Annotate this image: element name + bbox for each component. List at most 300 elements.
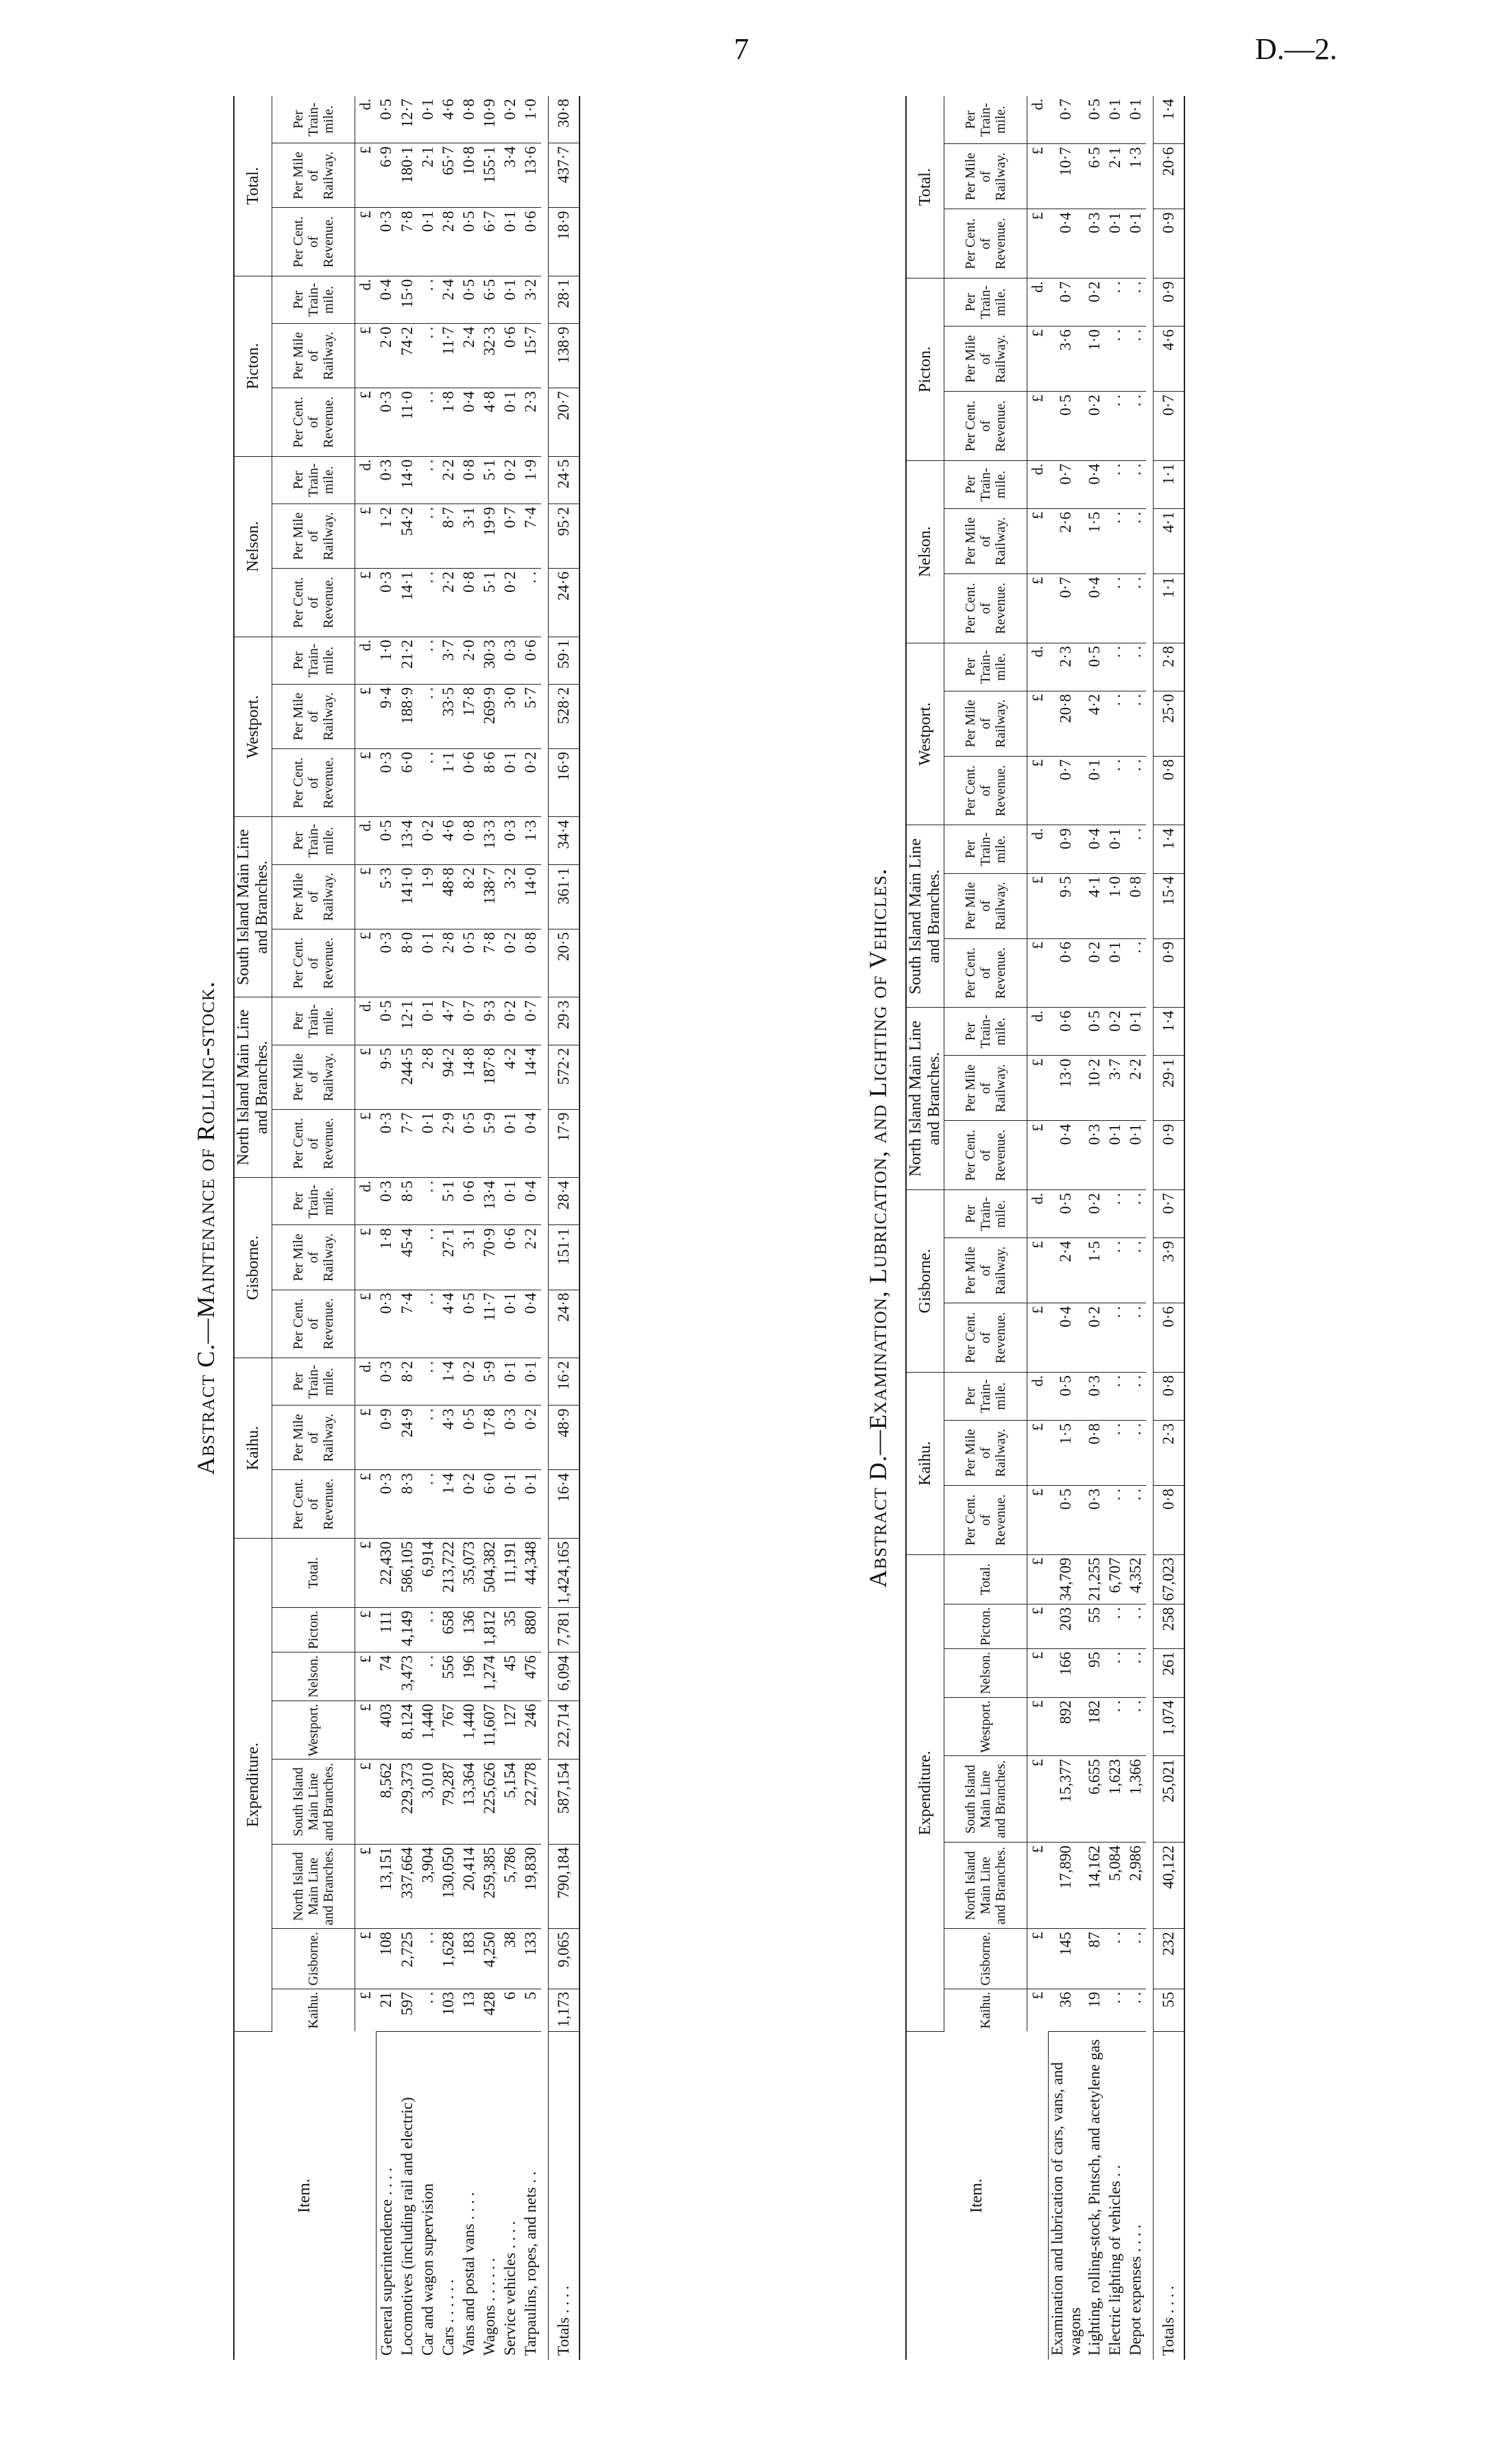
value-cell: 45 bbox=[500, 1652, 521, 1701]
section-header: Picton. bbox=[906, 279, 944, 461]
value-cell: 2·0 bbox=[376, 324, 397, 388]
unit-cell: d. bbox=[1027, 279, 1049, 327]
ratio-column-header: Per Mile of Railway. bbox=[272, 684, 355, 748]
value-cell: 2·1 bbox=[1105, 144, 1125, 209]
value-cell: 0·5 bbox=[1048, 1190, 1084, 1238]
table-row bbox=[418, 96, 438, 2360]
value-cell: 8·7 bbox=[438, 504, 459, 569]
expenditure-column-header: Nelson. bbox=[272, 1652, 355, 1701]
value-cell: 3·4 bbox=[500, 143, 521, 208]
value-cell: 0·6 bbox=[1048, 938, 1084, 1008]
value-cell: 133 bbox=[521, 1929, 541, 1989]
row-item: Tarpaulins, ropes, and nets . . bbox=[521, 2171, 539, 2356]
total-cell: 572·2 bbox=[548, 1045, 580, 1109]
value-cell: 0·6 bbox=[500, 1225, 521, 1290]
value-cell: 0·2 bbox=[1105, 1008, 1125, 1056]
section-header: Nelson. bbox=[906, 460, 944, 643]
unit-cell: £ bbox=[1027, 1056, 1049, 1121]
value-cell: 13 bbox=[459, 1989, 479, 2031]
value-cell: 3·1 bbox=[459, 504, 479, 569]
value-cell: 0·1 bbox=[1084, 756, 1105, 825]
document-reference: D.—2. bbox=[1255, 32, 1337, 66]
value-cell: 5,084 bbox=[1105, 1843, 1125, 1929]
total-cell: 1·4 bbox=[1153, 825, 1184, 873]
value-cell: 15·7 bbox=[521, 324, 541, 388]
value-cell: 0·4 bbox=[1048, 1303, 1084, 1373]
total-cell: 24·8 bbox=[548, 1290, 580, 1358]
row-item: Service vehicles . . . . bbox=[501, 2220, 518, 2356]
ratio-column-header: Per Train-mile. bbox=[272, 1178, 355, 1225]
total-section-header: Total. bbox=[234, 96, 272, 276]
row-item: Wagons . . . . . . bbox=[480, 2258, 498, 2356]
value-cell: 0·1 bbox=[500, 749, 521, 817]
unit-cell: £ bbox=[355, 1109, 377, 1177]
table-row bbox=[521, 96, 541, 2360]
section-header: Kaihu. bbox=[234, 1358, 272, 1539]
value-cell: . . bbox=[1125, 691, 1146, 756]
value-cell: 0·3 bbox=[1084, 209, 1105, 279]
unit-cell: £ bbox=[1027, 1554, 1049, 1604]
value-cell: 0·2 bbox=[500, 96, 521, 143]
table-row bbox=[397, 96, 418, 2360]
total-cell: 261 bbox=[1153, 1649, 1184, 1698]
expenditure-column-header: Total. bbox=[272, 1538, 355, 1607]
row-item: Examination and lubrication of cars, vans, and wagons bbox=[1048, 2062, 1084, 2356]
value-cell: 504,382 bbox=[479, 1538, 500, 1607]
row-item: Vans and postal vans . . . . bbox=[460, 2192, 477, 2356]
value-cell: 0·1 bbox=[418, 997, 438, 1045]
expenditure-column-header: Westport. bbox=[272, 1701, 355, 1760]
value-cell: . . bbox=[1125, 1486, 1146, 1555]
value-cell: 0·1 bbox=[500, 1470, 521, 1538]
value-cell: 0·8 bbox=[459, 817, 479, 864]
value-cell: . . bbox=[418, 1470, 438, 1538]
value-cell: 54·2 bbox=[397, 504, 418, 569]
value-cell: . . bbox=[1105, 1238, 1125, 1303]
value-cell: 103 bbox=[438, 1989, 459, 2031]
expenditure-header: Expenditure. bbox=[906, 1554, 944, 2031]
value-cell: 5·1 bbox=[479, 569, 500, 637]
value-cell: 597 bbox=[397, 1989, 418, 2031]
value-cell: 2,725 bbox=[397, 1929, 418, 1989]
value-cell: 3·2 bbox=[521, 276, 541, 323]
value-cell: 0·5 bbox=[1084, 96, 1105, 144]
total-cell: 1,074 bbox=[1153, 1697, 1184, 1756]
value-cell: 13·3 bbox=[479, 817, 500, 864]
total-cell: 24·5 bbox=[548, 456, 580, 504]
value-cell: 2·2 bbox=[438, 456, 459, 504]
ratio-column-header: Per Train-mile. bbox=[272, 997, 355, 1045]
value-cell: 0·3 bbox=[376, 1178, 397, 1225]
unit-cell: £ bbox=[355, 749, 377, 817]
value-cell: 48·8 bbox=[438, 864, 459, 929]
section-header: Westport. bbox=[234, 637, 272, 817]
value-cell: 0·3 bbox=[500, 817, 521, 864]
value-cell: 0·7 bbox=[1048, 756, 1084, 825]
unit-cell: £ bbox=[1027, 1649, 1049, 1698]
value-cell: . . bbox=[1125, 392, 1146, 461]
value-cell: 0·6 bbox=[521, 208, 541, 276]
value-cell: 5·1 bbox=[479, 456, 500, 504]
unit-cell: £ bbox=[1027, 756, 1049, 825]
value-cell: . . bbox=[418, 684, 438, 748]
value-cell: 225,626 bbox=[479, 1760, 500, 1844]
expenditure-column-header: Kaihu. bbox=[272, 1989, 355, 2031]
abstract-d bbox=[857, 96, 1379, 2360]
ratio-column-header: Per Train-mile. bbox=[272, 276, 355, 323]
value-cell: 0·4 bbox=[1048, 209, 1084, 279]
value-cell: 0·5 bbox=[1048, 1486, 1084, 1555]
unit-cell: d. bbox=[1027, 1372, 1049, 1420]
value-cell: . . bbox=[418, 749, 438, 817]
expenditure-column-header: North Island Main Line and Branches. bbox=[272, 1844, 355, 1928]
value-cell: 1,274 bbox=[479, 1652, 500, 1701]
value-cell: 34,709 bbox=[1048, 1554, 1084, 1604]
total-cell: 16·2 bbox=[548, 1358, 580, 1406]
abstract-d-table bbox=[905, 96, 1185, 2360]
value-cell: 27·1 bbox=[438, 1225, 459, 1290]
total-cell: 34·4 bbox=[548, 817, 580, 864]
total-cell: 0·8 bbox=[1153, 1486, 1184, 1555]
unit-cell: £ bbox=[355, 1045, 377, 1109]
value-cell: 155·1 bbox=[479, 143, 500, 208]
value-cell: . . bbox=[418, 1225, 438, 1290]
value-cell: 0·2 bbox=[500, 569, 521, 637]
value-cell: 183 bbox=[459, 1929, 479, 1989]
unit-cell: £ bbox=[1027, 1604, 1049, 1648]
total-cell: 1,424,165 bbox=[548, 1538, 580, 1607]
value-cell: 38 bbox=[500, 1929, 521, 1989]
value-cell: 13,364 bbox=[459, 1760, 479, 1844]
totals-row bbox=[548, 96, 580, 2360]
value-cell: 87 bbox=[1084, 1929, 1105, 1989]
value-cell: 1·4 bbox=[438, 1470, 459, 1538]
value-cell: 8·2 bbox=[397, 1358, 418, 1406]
value-cell: 0·2 bbox=[1084, 938, 1105, 1008]
unit-cell: £ bbox=[1027, 1486, 1049, 1555]
value-cell: 19 bbox=[1084, 1989, 1105, 2031]
value-cell: . . bbox=[1125, 1989, 1146, 2031]
value-cell: 4,352 bbox=[1125, 1554, 1146, 1604]
unit-cell: d. bbox=[355, 276, 377, 323]
value-cell: 0·8 bbox=[521, 929, 541, 997]
value-cell: 0·3 bbox=[376, 1109, 397, 1177]
value-cell: 0·4 bbox=[1084, 460, 1105, 508]
value-cell: 44,348 bbox=[521, 1538, 541, 1607]
value-cell: 0·1 bbox=[1105, 209, 1125, 279]
value-cell: 24·9 bbox=[397, 1406, 418, 1470]
unit-cell: £ bbox=[355, 504, 377, 569]
value-cell: 14·0 bbox=[397, 456, 418, 504]
value-cell: 0·7 bbox=[521, 997, 541, 1045]
value-cell: 0·8 bbox=[1084, 1420, 1105, 1485]
expenditure-column-header: Gisborne. bbox=[944, 1929, 1027, 1989]
value-cell: . . bbox=[418, 1358, 438, 1406]
value-cell: 880 bbox=[521, 1607, 541, 1652]
section-header: Picton. bbox=[234, 276, 272, 456]
value-cell: . . bbox=[1125, 1372, 1146, 1420]
unit-cell: £ bbox=[355, 1470, 377, 1538]
value-cell: 0·3 bbox=[1084, 1486, 1105, 1555]
value-cell: 13·4 bbox=[397, 817, 418, 864]
value-cell: 55 bbox=[1084, 1604, 1105, 1648]
value-cell: 0·2 bbox=[1084, 1303, 1105, 1373]
total-cell: 15·4 bbox=[1153, 873, 1184, 938]
row-item: General superintendence . . . . bbox=[377, 2168, 395, 2356]
value-cell: 0·2 bbox=[500, 929, 521, 997]
ratio-column-header: Per Mile of Railway. bbox=[944, 144, 1027, 209]
value-cell: 14·1 bbox=[397, 569, 418, 637]
ratio-column-header: Per Mile of Railway. bbox=[944, 1056, 1027, 1121]
ratio-column-header: Per Train-mile. bbox=[944, 1372, 1027, 1420]
value-cell: . . bbox=[1105, 691, 1125, 756]
unit-cell: d. bbox=[355, 96, 377, 143]
value-cell: 2·3 bbox=[1048, 643, 1084, 691]
total-cell: 29·1 bbox=[1153, 1056, 1184, 1121]
value-cell: 5·7 bbox=[521, 684, 541, 748]
value-cell: 5,786 bbox=[500, 1844, 521, 1928]
ratio-column-header: Per Train-mile. bbox=[272, 817, 355, 864]
totals-row bbox=[1153, 96, 1184, 2360]
value-cell: . . bbox=[418, 388, 438, 456]
value-cell: 0·2 bbox=[459, 1358, 479, 1406]
value-cell: . . bbox=[1105, 327, 1125, 392]
value-cell: 7·4 bbox=[521, 504, 541, 569]
unit-cell: £ bbox=[355, 1652, 377, 1701]
value-cell: . . bbox=[1125, 1238, 1146, 1303]
value-cell: 0·1 bbox=[500, 276, 521, 323]
value-cell: 0·4 bbox=[1048, 1121, 1084, 1190]
value-cell: . . bbox=[1125, 1190, 1146, 1238]
value-cell: 14·0 bbox=[521, 864, 541, 929]
table-row bbox=[376, 96, 397, 2360]
value-cell: 0·5 bbox=[459, 1109, 479, 1177]
unit-cell: £ bbox=[1027, 1929, 1049, 1989]
value-cell: 4·6 bbox=[438, 817, 459, 864]
value-cell: 0·6 bbox=[521, 637, 541, 684]
table-row bbox=[1105, 96, 1125, 2360]
value-cell: 108 bbox=[376, 1929, 397, 1989]
total-cell: 20·5 bbox=[548, 929, 580, 997]
total-cell: 1·1 bbox=[1153, 574, 1184, 643]
value-cell: 658 bbox=[438, 1607, 459, 1652]
value-cell: 22,430 bbox=[376, 1538, 397, 1607]
value-cell: 95 bbox=[1084, 1649, 1105, 1698]
value-cell: 0·1 bbox=[418, 929, 438, 997]
value-cell: 9·5 bbox=[376, 1045, 397, 1109]
total-cell: 1·1 bbox=[1153, 460, 1184, 508]
value-cell: . . bbox=[418, 1929, 438, 1989]
value-cell: 6·0 bbox=[479, 1470, 500, 1538]
value-cell: 187·8 bbox=[479, 1045, 500, 1109]
value-cell: 70·9 bbox=[479, 1225, 500, 1290]
value-cell: 11,607 bbox=[479, 1701, 500, 1760]
value-cell: 1·5 bbox=[1084, 508, 1105, 573]
unit-cell: £ bbox=[1027, 1238, 1049, 1303]
value-cell: 1·4 bbox=[438, 1358, 459, 1406]
value-cell: 246 bbox=[521, 1701, 541, 1760]
value-cell: 556 bbox=[438, 1652, 459, 1701]
expenditure-header: Expenditure. bbox=[234, 1538, 272, 2031]
value-cell: 0·2 bbox=[500, 997, 521, 1045]
unit-cell: £ bbox=[1027, 392, 1049, 461]
ratio-column-header: Per Mile of Railway. bbox=[944, 1420, 1027, 1485]
value-cell: . . bbox=[1125, 938, 1146, 1008]
value-cell: 22,778 bbox=[521, 1760, 541, 1844]
value-cell: 2·0 bbox=[459, 637, 479, 684]
total-cell: 28·4 bbox=[548, 1178, 580, 1225]
ratio-column-header: Per Cent. of Revenue. bbox=[272, 929, 355, 997]
unit-cell: £ bbox=[355, 324, 377, 388]
value-cell: 11·7 bbox=[438, 324, 459, 388]
value-cell: 0·8 bbox=[459, 456, 479, 504]
total-cell: 151·1 bbox=[548, 1225, 580, 1290]
value-cell: 0·5 bbox=[1084, 643, 1105, 691]
value-cell: 0·1 bbox=[500, 208, 521, 276]
value-cell: . . bbox=[1105, 460, 1125, 508]
total-cell: 28·1 bbox=[548, 276, 580, 323]
value-cell: 1·9 bbox=[418, 864, 438, 929]
value-cell: 1·8 bbox=[376, 1225, 397, 1290]
value-cell: 0·1 bbox=[1125, 1121, 1146, 1190]
value-cell: 0·7 bbox=[1048, 460, 1084, 508]
ratio-column-header: Per Cent. of Revenue. bbox=[944, 574, 1027, 643]
value-cell: 0·6 bbox=[500, 324, 521, 388]
ratio-column-header: Per Cent. of Revenue. bbox=[272, 1290, 355, 1358]
value-cell: 0·4 bbox=[521, 1178, 541, 1225]
ratio-column-header: Per Mile of Railway. bbox=[272, 1225, 355, 1290]
table-row bbox=[500, 96, 521, 2360]
section-header: South Island Main Line and Branches. bbox=[234, 817, 272, 997]
expenditure-column-header: Picton. bbox=[272, 1607, 355, 1652]
unit-cell: £ bbox=[355, 684, 377, 748]
value-cell: 0·2 bbox=[459, 1470, 479, 1538]
value-cell: 0·5 bbox=[459, 208, 479, 276]
unit-cell: £ bbox=[1027, 1756, 1049, 1843]
value-cell: 182 bbox=[1084, 1697, 1105, 1756]
value-cell: 145 bbox=[1048, 1929, 1084, 1989]
value-cell: . . bbox=[521, 569, 541, 637]
value-cell: 2·2 bbox=[1125, 1056, 1146, 1121]
total-cell: 1,173 bbox=[548, 1989, 580, 2031]
value-cell: 136 bbox=[459, 1607, 479, 1652]
unit-cell: £ bbox=[355, 1701, 377, 1760]
value-cell: 12·1 bbox=[397, 997, 418, 1045]
value-cell: 1·9 bbox=[521, 456, 541, 504]
value-cell: . . bbox=[418, 276, 438, 323]
section-header: South Island Main Line and Branches. bbox=[906, 825, 944, 1008]
expenditure-column-header: North Island Main Line and Branches. bbox=[944, 1843, 1027, 1929]
unit-cell: £ bbox=[1027, 1303, 1049, 1373]
value-cell: . . bbox=[1125, 279, 1146, 327]
value-cell: 1,623 bbox=[1105, 1756, 1125, 1843]
value-cell: 4·6 bbox=[438, 96, 459, 143]
unit-cell: d. bbox=[1027, 643, 1049, 691]
ratio-column-header: Per Cent. of Revenue. bbox=[272, 1470, 355, 1538]
value-cell: 2·8 bbox=[438, 929, 459, 997]
value-cell: . . bbox=[1125, 1420, 1146, 1485]
total-cell: 0·9 bbox=[1153, 1121, 1184, 1190]
unit-cell: £ bbox=[355, 1290, 377, 1358]
value-cell: 0·2 bbox=[418, 817, 438, 864]
value-cell: 0·7 bbox=[1048, 279, 1084, 327]
expenditure-column-header: Picton. bbox=[944, 1604, 1027, 1648]
value-cell: 0·4 bbox=[459, 388, 479, 456]
total-cell: 528·2 bbox=[548, 684, 580, 748]
value-cell: 3·0 bbox=[500, 684, 521, 748]
value-cell: 0·1 bbox=[1105, 1121, 1125, 1190]
table-row bbox=[1084, 96, 1105, 2360]
value-cell: . . bbox=[1125, 643, 1146, 691]
ratio-column-header: Per Mile of Railway. bbox=[272, 864, 355, 929]
unit-cell: d. bbox=[1027, 460, 1049, 508]
total-cell: 587,154 bbox=[548, 1760, 580, 1844]
total-cell: 1·4 bbox=[1153, 1008, 1184, 1056]
total-cell: 0·9 bbox=[1153, 279, 1184, 327]
value-cell: 1·5 bbox=[1048, 1420, 1084, 1485]
ratio-column-header: Per Cent. of Revenue. bbox=[944, 392, 1027, 461]
unit-cell: £ bbox=[355, 1760, 377, 1844]
value-cell: 0·3 bbox=[376, 1470, 397, 1538]
value-cell: 0·6 bbox=[459, 1178, 479, 1225]
totals-label: Totals . . . . bbox=[548, 2032, 580, 2360]
unit-cell: £ bbox=[355, 1844, 377, 1928]
value-cell: 19·9 bbox=[479, 504, 500, 569]
table-row bbox=[459, 96, 479, 2360]
value-cell: 4·7 bbox=[438, 997, 459, 1045]
value-cell: 428 bbox=[479, 1989, 500, 2031]
value-cell: 32·3 bbox=[479, 324, 500, 388]
value-cell: 4,250 bbox=[479, 1929, 500, 1989]
total-cell: 9,065 bbox=[548, 1929, 580, 1989]
total-cell: 48·9 bbox=[548, 1406, 580, 1470]
value-cell: 0·5 bbox=[376, 96, 397, 143]
value-cell: 130,050 bbox=[438, 1844, 459, 1928]
unit-cell: d. bbox=[1027, 1190, 1049, 1238]
unit-cell: £ bbox=[1027, 144, 1049, 209]
value-cell: 2,986 bbox=[1125, 1843, 1146, 1929]
section-header: Gisborne. bbox=[906, 1190, 944, 1373]
value-cell: 180·1 bbox=[397, 143, 418, 208]
value-cell: . . bbox=[1105, 1929, 1125, 1989]
value-cell: 2·8 bbox=[418, 1045, 438, 1109]
value-cell: . . bbox=[418, 569, 438, 637]
value-cell: 21,255 bbox=[1084, 1554, 1105, 1604]
unit-cell: £ bbox=[1027, 508, 1049, 573]
total-cell: 67,023 bbox=[1153, 1554, 1184, 1604]
value-cell: 21 bbox=[376, 1989, 397, 2031]
total-cell: 40,122 bbox=[1153, 1843, 1184, 1929]
value-cell: 0·7 bbox=[1048, 96, 1084, 144]
value-cell: 7·4 bbox=[397, 1290, 418, 1358]
unit-cell: £ bbox=[1027, 327, 1049, 392]
value-cell: 166 bbox=[1048, 1649, 1084, 1698]
value-cell: 2·2 bbox=[521, 1225, 541, 1290]
value-cell: 0·2 bbox=[521, 749, 541, 817]
section-header: Gisborne. bbox=[234, 1178, 272, 1358]
value-cell: 15,377 bbox=[1048, 1756, 1084, 1843]
total-cell: 0·6 bbox=[1153, 1303, 1184, 1373]
value-cell: 15·0 bbox=[397, 276, 418, 323]
section-header: Kaihu. bbox=[906, 1372, 944, 1554]
value-cell: 6·5 bbox=[479, 276, 500, 323]
value-cell: 20·8 bbox=[1048, 691, 1084, 756]
total-cell: 0·9 bbox=[1153, 209, 1184, 279]
ratio-column-header: Per Mile of Railway. bbox=[944, 1238, 1027, 1303]
total-cell: 6,094 bbox=[548, 1652, 580, 1701]
value-cell: 0·9 bbox=[376, 1406, 397, 1470]
total-cell: 16·4 bbox=[548, 1470, 580, 1538]
